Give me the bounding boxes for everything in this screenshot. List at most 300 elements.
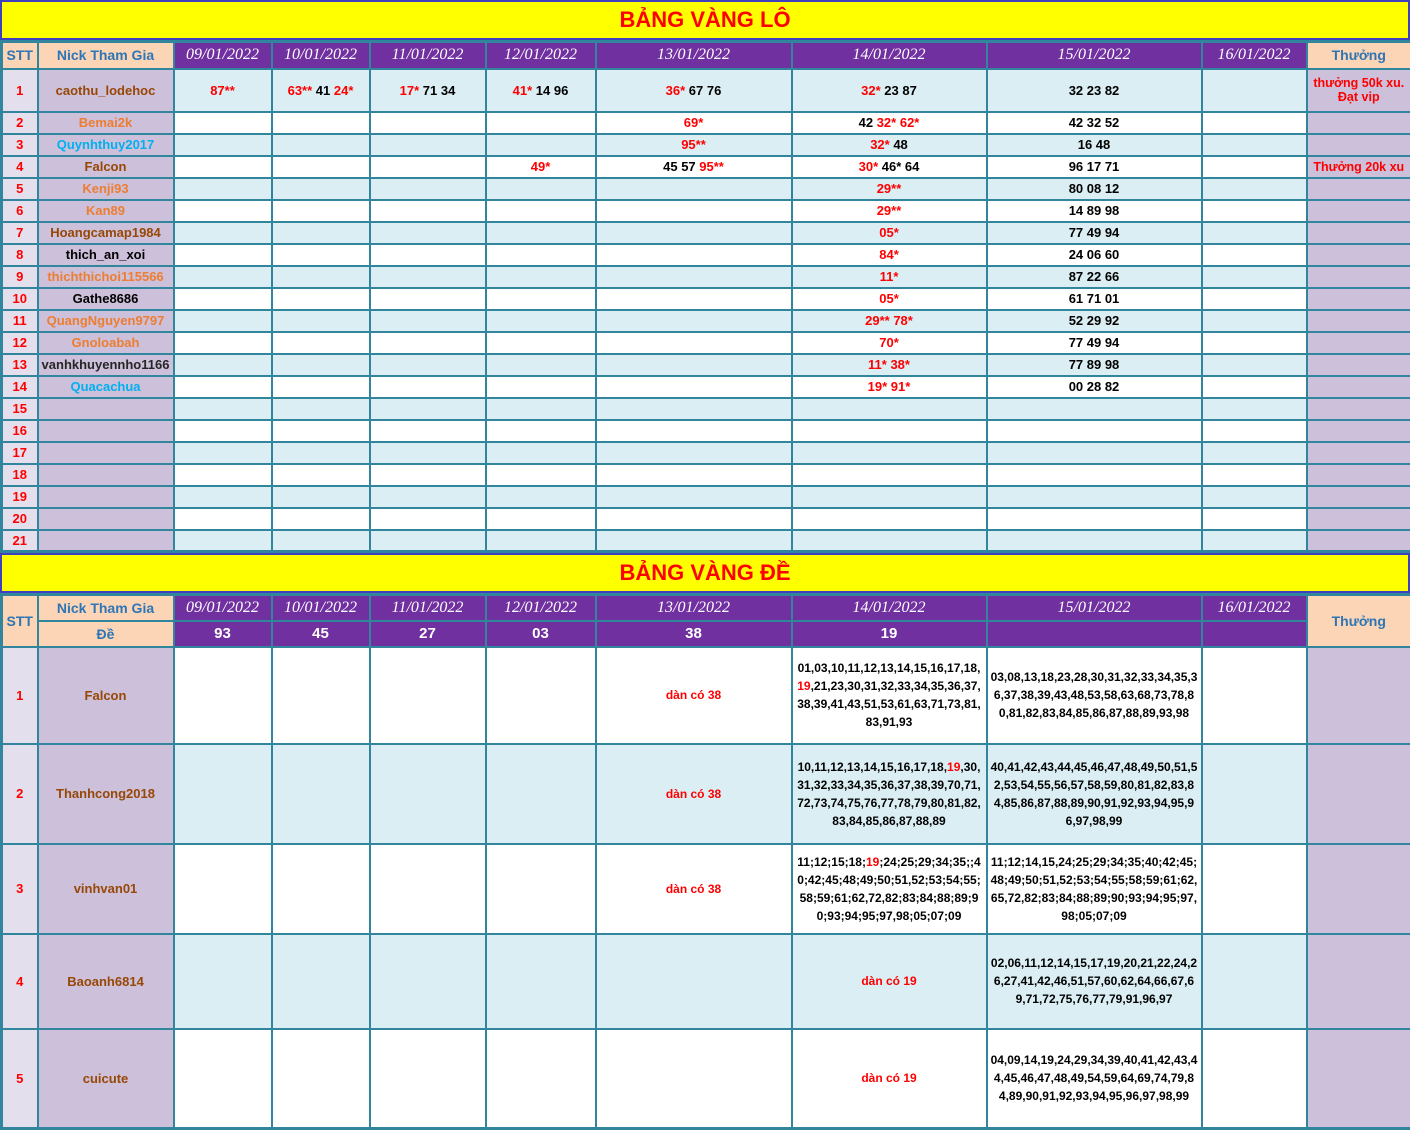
data-cell bbox=[272, 464, 370, 486]
data-cell bbox=[486, 266, 596, 288]
row-number: 17 bbox=[2, 442, 38, 464]
table-row bbox=[2, 442, 1410, 464]
thuong-cell bbox=[1307, 934, 1410, 1029]
data-cell bbox=[272, 508, 370, 530]
data-cell bbox=[1202, 464, 1307, 486]
data-cell bbox=[596, 288, 792, 310]
nick-cell bbox=[38, 508, 174, 530]
data-cell bbox=[370, 200, 486, 222]
data-cell bbox=[486, 200, 596, 222]
data-cell bbox=[596, 1029, 792, 1129]
thuong-cell bbox=[1307, 376, 1410, 398]
thuong-cell bbox=[1307, 398, 1410, 420]
data-cell bbox=[174, 310, 272, 332]
data-cell bbox=[1202, 332, 1307, 354]
nick-cell: Thanhcong2018 bbox=[38, 744, 174, 844]
data-cell bbox=[174, 156, 272, 178]
row-number: 18 bbox=[2, 464, 38, 486]
data-cell bbox=[272, 222, 370, 244]
row-number: 13 bbox=[2, 354, 38, 376]
row-number: 3 bbox=[2, 844, 38, 934]
data-cell bbox=[174, 508, 272, 530]
thuong-cell bbox=[1307, 647, 1410, 744]
data-cell: 19* 91* bbox=[792, 376, 987, 398]
table-row bbox=[2, 310, 1410, 332]
data-cell bbox=[370, 178, 486, 200]
data-cell bbox=[987, 508, 1202, 530]
row-number: 3 bbox=[2, 134, 38, 156]
data-cell bbox=[486, 420, 596, 442]
data-cell bbox=[486, 442, 596, 464]
row-number: 5 bbox=[2, 178, 38, 200]
header-thuong: Thưởng bbox=[1307, 42, 1410, 69]
row-number: 19 bbox=[2, 486, 38, 508]
data-cell bbox=[792, 420, 987, 442]
data-cell bbox=[596, 222, 792, 244]
data-cell bbox=[1202, 420, 1307, 442]
data-cell bbox=[596, 398, 792, 420]
thuong-cell bbox=[1307, 744, 1410, 844]
data-cell bbox=[272, 442, 370, 464]
data-cell: dàn có 38 bbox=[596, 844, 792, 934]
data-cell bbox=[370, 310, 486, 332]
nick-cell: thichthichoi115566 bbox=[38, 266, 174, 288]
row-number: 8 bbox=[2, 244, 38, 266]
table-row bbox=[2, 112, 1410, 134]
bang-vang-lo-table bbox=[0, 40, 1410, 553]
row-number: 16 bbox=[2, 420, 38, 442]
thuong-cell: Thưởng 20k xu bbox=[1307, 156, 1410, 178]
data-cell bbox=[987, 486, 1202, 508]
data-cell bbox=[486, 464, 596, 486]
data-cell bbox=[596, 266, 792, 288]
data-cell bbox=[272, 1029, 370, 1129]
data-cell bbox=[370, 1029, 486, 1129]
thuong-cell bbox=[1307, 200, 1410, 222]
data-cell bbox=[1202, 69, 1307, 112]
data-cell bbox=[596, 530, 792, 552]
data-cell: 29** bbox=[792, 200, 987, 222]
data-cell bbox=[987, 442, 1202, 464]
data-cell bbox=[1202, 288, 1307, 310]
nick-cell: Bemai2k bbox=[38, 112, 174, 134]
header-date: 10/01/2022 bbox=[272, 42, 370, 69]
row-number: 10 bbox=[2, 288, 38, 310]
data-cell bbox=[1202, 134, 1307, 156]
header-date: 14/01/2022 bbox=[792, 595, 987, 621]
data-cell bbox=[987, 420, 1202, 442]
data-cell bbox=[370, 112, 486, 134]
data-cell: 77 49 94 bbox=[987, 332, 1202, 354]
data-cell: 30* 46* 64 bbox=[792, 156, 987, 178]
data-cell: 87 22 66 bbox=[987, 266, 1202, 288]
data-cell bbox=[272, 844, 370, 934]
thuong-cell bbox=[1307, 530, 1410, 552]
data-cell bbox=[370, 464, 486, 486]
header-date: 13/01/2022 bbox=[596, 595, 792, 621]
data-cell bbox=[596, 310, 792, 332]
data-cell bbox=[486, 244, 596, 266]
data-cell bbox=[272, 266, 370, 288]
header-de-row bbox=[2, 621, 1410, 647]
table-lo-title: BẢNG VÀNG LÔ bbox=[0, 0, 1410, 40]
data-cell bbox=[486, 530, 596, 552]
data-cell bbox=[1202, 266, 1307, 288]
thuong-cell bbox=[1307, 354, 1410, 376]
data-cell bbox=[370, 376, 486, 398]
data-cell bbox=[272, 486, 370, 508]
data-cell bbox=[792, 508, 987, 530]
data-cell bbox=[987, 530, 1202, 552]
data-cell: dàn có 38 bbox=[596, 647, 792, 744]
header-de-value: 93 bbox=[174, 621, 272, 647]
data-cell bbox=[370, 134, 486, 156]
header-date: 11/01/2022 bbox=[370, 595, 486, 621]
data-cell: 45 57 95** bbox=[596, 156, 792, 178]
data-cell bbox=[1202, 156, 1307, 178]
data-cell bbox=[272, 244, 370, 266]
data-cell bbox=[370, 332, 486, 354]
header-date: 16/01/2022 bbox=[1202, 595, 1307, 621]
table-row bbox=[2, 332, 1410, 354]
table-row bbox=[2, 420, 1410, 442]
nick-cell: caothu_lodehoc bbox=[38, 69, 174, 112]
data-cell bbox=[272, 134, 370, 156]
data-cell bbox=[486, 134, 596, 156]
nick-cell bbox=[38, 442, 174, 464]
data-cell: 00 28 82 bbox=[987, 376, 1202, 398]
thuong-cell bbox=[1307, 442, 1410, 464]
data-cell bbox=[486, 354, 596, 376]
header-date: 09/01/2022 bbox=[174, 42, 272, 69]
data-cell: 96 17 71 bbox=[987, 156, 1202, 178]
data-cell: 40,41,42,43,44,45,46,47,48,49,50,51,52,53,54,55,56,57,58,59,80,81,82,83,84,85,86,87,88,89,90,91,92,93,94,95,96,97,98,99 bbox=[987, 744, 1202, 844]
data-cell bbox=[1202, 486, 1307, 508]
thuong-cell bbox=[1307, 310, 1410, 332]
header-date: 10/01/2022 bbox=[272, 595, 370, 621]
data-cell bbox=[486, 647, 596, 744]
nick-cell bbox=[38, 420, 174, 442]
header-de-value bbox=[1202, 621, 1307, 647]
row-number: 4 bbox=[2, 156, 38, 178]
data-cell bbox=[486, 310, 596, 332]
header-date: 14/01/2022 bbox=[792, 42, 987, 69]
data-cell bbox=[1202, 744, 1307, 844]
data-cell bbox=[486, 112, 596, 134]
thuong-cell bbox=[1307, 134, 1410, 156]
nick-cell: Baoanh6814 bbox=[38, 934, 174, 1029]
data-cell: 36* 67 76 bbox=[596, 69, 792, 112]
data-cell: 42 32 52 bbox=[987, 112, 1202, 134]
data-cell: 04,09,14,19,24,29,34,39,40,41,42,43,44,45,46,47,48,49,54,59,64,69,74,79,84,89,90,91,92,93,94,95,96,97,98,99 bbox=[987, 1029, 1202, 1129]
data-cell bbox=[792, 398, 987, 420]
thuong-cell bbox=[1307, 420, 1410, 442]
data-cell: 05* bbox=[792, 222, 987, 244]
data-cell bbox=[486, 398, 596, 420]
data-cell: 84* bbox=[792, 244, 987, 266]
data-cell: 01,03,10,11,12,13,14,15,16,17,18,19,21,23,30,31,32,33,34,35,36,37,38,39,41,43,51,53,61,63,71,73,81,83,91,93 bbox=[792, 647, 987, 744]
thuong-cell bbox=[1307, 266, 1410, 288]
data-cell bbox=[370, 934, 486, 1029]
table-de-title: BẢNG VÀNG ĐỀ bbox=[0, 553, 1410, 593]
data-cell bbox=[272, 156, 370, 178]
row-number: 1 bbox=[2, 647, 38, 744]
data-cell bbox=[174, 647, 272, 744]
row-number: 15 bbox=[2, 398, 38, 420]
data-cell bbox=[1202, 244, 1307, 266]
data-cell: 77 89 98 bbox=[987, 354, 1202, 376]
data-cell bbox=[596, 376, 792, 398]
data-cell bbox=[174, 222, 272, 244]
thuong-cell bbox=[1307, 1029, 1410, 1129]
nick-cell: cuicute bbox=[38, 1029, 174, 1129]
data-cell bbox=[370, 244, 486, 266]
data-cell: dàn có 19 bbox=[792, 1029, 987, 1129]
row-number: 12 bbox=[2, 332, 38, 354]
table-row bbox=[2, 376, 1410, 398]
header-de-value bbox=[987, 621, 1202, 647]
data-cell: 42 32* 62* bbox=[792, 112, 987, 134]
table-row bbox=[2, 134, 1410, 156]
data-cell bbox=[370, 647, 486, 744]
row-number: 9 bbox=[2, 266, 38, 288]
data-cell: 70* bbox=[792, 332, 987, 354]
data-cell bbox=[272, 310, 370, 332]
thuong-cell bbox=[1307, 332, 1410, 354]
nick-cell: Quynhthuy2017 bbox=[38, 134, 174, 156]
data-cell bbox=[272, 112, 370, 134]
table-row bbox=[2, 744, 1410, 844]
data-cell bbox=[370, 266, 486, 288]
data-cell bbox=[1202, 844, 1307, 934]
data-cell: 41* 14 96 bbox=[486, 69, 596, 112]
data-cell bbox=[370, 222, 486, 244]
nick-cell: Falcon bbox=[38, 156, 174, 178]
data-cell bbox=[174, 332, 272, 354]
table-row bbox=[2, 69, 1410, 112]
data-cell bbox=[486, 178, 596, 200]
data-cell: 61 71 01 bbox=[987, 288, 1202, 310]
data-cell: 32* 48 bbox=[792, 134, 987, 156]
data-cell: 87** bbox=[174, 69, 272, 112]
data-cell bbox=[370, 420, 486, 442]
table-row bbox=[2, 1029, 1410, 1129]
nick-cell bbox=[38, 398, 174, 420]
data-cell bbox=[792, 530, 987, 552]
data-cell: 02,06,11,12,14,15,17,19,20,21,22,24,26,27,41,42,46,51,57,60,62,64,66,67,69,71,72,75,76,77,79,91,96,97 bbox=[987, 934, 1202, 1029]
table-row bbox=[2, 200, 1410, 222]
header-de-value: 19 bbox=[792, 621, 987, 647]
row-number: 4 bbox=[2, 934, 38, 1029]
data-cell: dàn có 38 bbox=[596, 744, 792, 844]
data-cell: 17* 71 34 bbox=[370, 69, 486, 112]
table-row bbox=[2, 398, 1410, 420]
data-cell bbox=[174, 1029, 272, 1129]
data-cell bbox=[987, 464, 1202, 486]
header-de-label: Đề bbox=[38, 621, 174, 647]
data-cell bbox=[174, 354, 272, 376]
data-cell bbox=[370, 844, 486, 934]
data-cell: 63** 41 24* bbox=[272, 69, 370, 112]
data-cell bbox=[1202, 1029, 1307, 1129]
thuong-cell bbox=[1307, 244, 1410, 266]
data-cell bbox=[987, 398, 1202, 420]
nick-cell: Hoangcamap1984 bbox=[38, 222, 174, 244]
data-cell bbox=[272, 200, 370, 222]
row-number: 2 bbox=[2, 112, 38, 134]
nick-cell bbox=[38, 486, 174, 508]
thuong-cell bbox=[1307, 508, 1410, 530]
data-cell: 32 23 82 bbox=[987, 69, 1202, 112]
nick-cell: Kan89 bbox=[38, 200, 174, 222]
row-number: 11 bbox=[2, 310, 38, 332]
data-cell bbox=[370, 442, 486, 464]
data-cell bbox=[272, 332, 370, 354]
table-row bbox=[2, 934, 1410, 1029]
data-cell: 52 29 92 bbox=[987, 310, 1202, 332]
thuong-cell bbox=[1307, 464, 1410, 486]
nick-cell: vanhkhuyennho1166 bbox=[38, 354, 174, 376]
data-cell bbox=[272, 934, 370, 1029]
data-cell bbox=[596, 200, 792, 222]
table-row bbox=[2, 464, 1410, 486]
data-cell bbox=[272, 354, 370, 376]
table-row bbox=[2, 266, 1410, 288]
row-number: 14 bbox=[2, 376, 38, 398]
data-cell bbox=[486, 1029, 596, 1129]
data-cell bbox=[1202, 200, 1307, 222]
data-cell bbox=[596, 178, 792, 200]
data-cell bbox=[174, 486, 272, 508]
data-cell bbox=[370, 530, 486, 552]
nick-cell bbox=[38, 464, 174, 486]
nick-cell: Falcon bbox=[38, 647, 174, 744]
header-row bbox=[2, 42, 1410, 69]
data-cell: 11;12;14,15,24;25;29;34;35;40;42;45;48;49;50;51,52;53;54;55;58;59;61;62,65,72,82;83;84;88;89;90;93;94;95;97,98;05;07;09 bbox=[987, 844, 1202, 934]
header-date: 15/01/2022 bbox=[987, 595, 1202, 621]
table-row bbox=[2, 288, 1410, 310]
thuong-cell: thưởng 50k xu. Đạt vip bbox=[1307, 69, 1410, 112]
data-cell bbox=[1202, 112, 1307, 134]
header-row bbox=[2, 595, 1410, 621]
table-row bbox=[2, 156, 1410, 178]
data-cell: 69* bbox=[596, 112, 792, 134]
header-date: 15/01/2022 bbox=[987, 42, 1202, 69]
data-cell bbox=[174, 844, 272, 934]
data-cell bbox=[596, 464, 792, 486]
row-number: 6 bbox=[2, 200, 38, 222]
data-cell bbox=[370, 156, 486, 178]
table-row bbox=[2, 354, 1410, 376]
data-cell bbox=[174, 112, 272, 134]
data-cell bbox=[174, 288, 272, 310]
data-cell: 11* 38* bbox=[792, 354, 987, 376]
data-cell bbox=[486, 288, 596, 310]
data-cell bbox=[1202, 647, 1307, 744]
header-de-value: 45 bbox=[272, 621, 370, 647]
header-de-value: 03 bbox=[486, 621, 596, 647]
header-date: 12/01/2022 bbox=[486, 42, 596, 69]
data-cell bbox=[792, 464, 987, 486]
data-cell bbox=[1202, 398, 1307, 420]
bang-vang-de-table bbox=[0, 593, 1410, 1130]
data-cell: 10,11,12,13,14,15,16,17,18,19,30,31,32,33,34,35,36,37,38,39,70,71,72,73,74,75,76,77,78,79,80,81,82,83,84,85,86,87,88,89 bbox=[792, 744, 987, 844]
nick-cell: Kenji93 bbox=[38, 178, 174, 200]
data-cell: 24 06 60 bbox=[987, 244, 1202, 266]
data-cell bbox=[370, 508, 486, 530]
data-cell: 29** 78* bbox=[792, 310, 987, 332]
data-cell bbox=[486, 486, 596, 508]
data-cell bbox=[486, 934, 596, 1029]
thuong-cell bbox=[1307, 844, 1410, 934]
data-cell bbox=[1202, 310, 1307, 332]
table-row bbox=[2, 508, 1410, 530]
data-cell: 29** bbox=[792, 178, 987, 200]
data-cell bbox=[1202, 934, 1307, 1029]
table-row bbox=[2, 222, 1410, 244]
data-cell bbox=[272, 376, 370, 398]
data-cell bbox=[486, 744, 596, 844]
data-cell bbox=[272, 398, 370, 420]
table-row bbox=[2, 647, 1410, 744]
header-date: 16/01/2022 bbox=[1202, 42, 1307, 69]
data-cell bbox=[174, 266, 272, 288]
nick-cell: Gnoloabah bbox=[38, 332, 174, 354]
nick-cell bbox=[38, 530, 174, 552]
data-cell bbox=[174, 530, 272, 552]
data-cell: 03,08,13,18,23,28,30,31,32,33,34,35,36,37,38,39,43,48,53,58,63,68,73,78,80,81,82,83,84,85,86,87,88,89,93,98 bbox=[987, 647, 1202, 744]
data-cell: 80 08 12 bbox=[987, 178, 1202, 200]
data-cell bbox=[370, 398, 486, 420]
data-cell bbox=[370, 486, 486, 508]
header-de-value: 38 bbox=[596, 621, 792, 647]
data-cell bbox=[174, 244, 272, 266]
data-cell: 11;12;15;18;19;24;25;29;34;35;;40;42;45;48;49;50;51,52;53;54;55;58;59;61;62,72,82;83;84;88;89;90;93;94;95;97,98;05;07;09 bbox=[792, 844, 987, 934]
thuong-cell bbox=[1307, 288, 1410, 310]
data-cell bbox=[1202, 376, 1307, 398]
header-nick: Nick Tham Gia bbox=[38, 42, 174, 69]
data-cell: 95** bbox=[596, 134, 792, 156]
data-cell: 32* 23 87 bbox=[792, 69, 987, 112]
data-cell bbox=[272, 420, 370, 442]
nick-cell: QuangNguyen9797 bbox=[38, 310, 174, 332]
nick-cell: Gathe8686 bbox=[38, 288, 174, 310]
data-cell bbox=[1202, 442, 1307, 464]
nick-cell: thich_an_xoi bbox=[38, 244, 174, 266]
header-thuong: Thưởng bbox=[1307, 595, 1410, 647]
row-number: 21 bbox=[2, 530, 38, 552]
header-date: 12/01/2022 bbox=[486, 595, 596, 621]
header-stt: STT bbox=[2, 42, 38, 69]
data-cell bbox=[272, 288, 370, 310]
table-row bbox=[2, 178, 1410, 200]
data-cell bbox=[174, 934, 272, 1029]
table-row bbox=[2, 844, 1410, 934]
data-cell bbox=[596, 508, 792, 530]
row-number: 5 bbox=[2, 1029, 38, 1129]
data-cell bbox=[174, 134, 272, 156]
header-date: 09/01/2022 bbox=[174, 595, 272, 621]
data-cell bbox=[174, 420, 272, 442]
data-cell bbox=[486, 508, 596, 530]
row-number: 20 bbox=[2, 508, 38, 530]
data-cell bbox=[1202, 354, 1307, 376]
data-cell bbox=[272, 744, 370, 844]
data-cell bbox=[486, 332, 596, 354]
header-nick: Nick Tham Gia bbox=[38, 595, 174, 621]
data-cell bbox=[174, 464, 272, 486]
data-cell bbox=[486, 222, 596, 244]
